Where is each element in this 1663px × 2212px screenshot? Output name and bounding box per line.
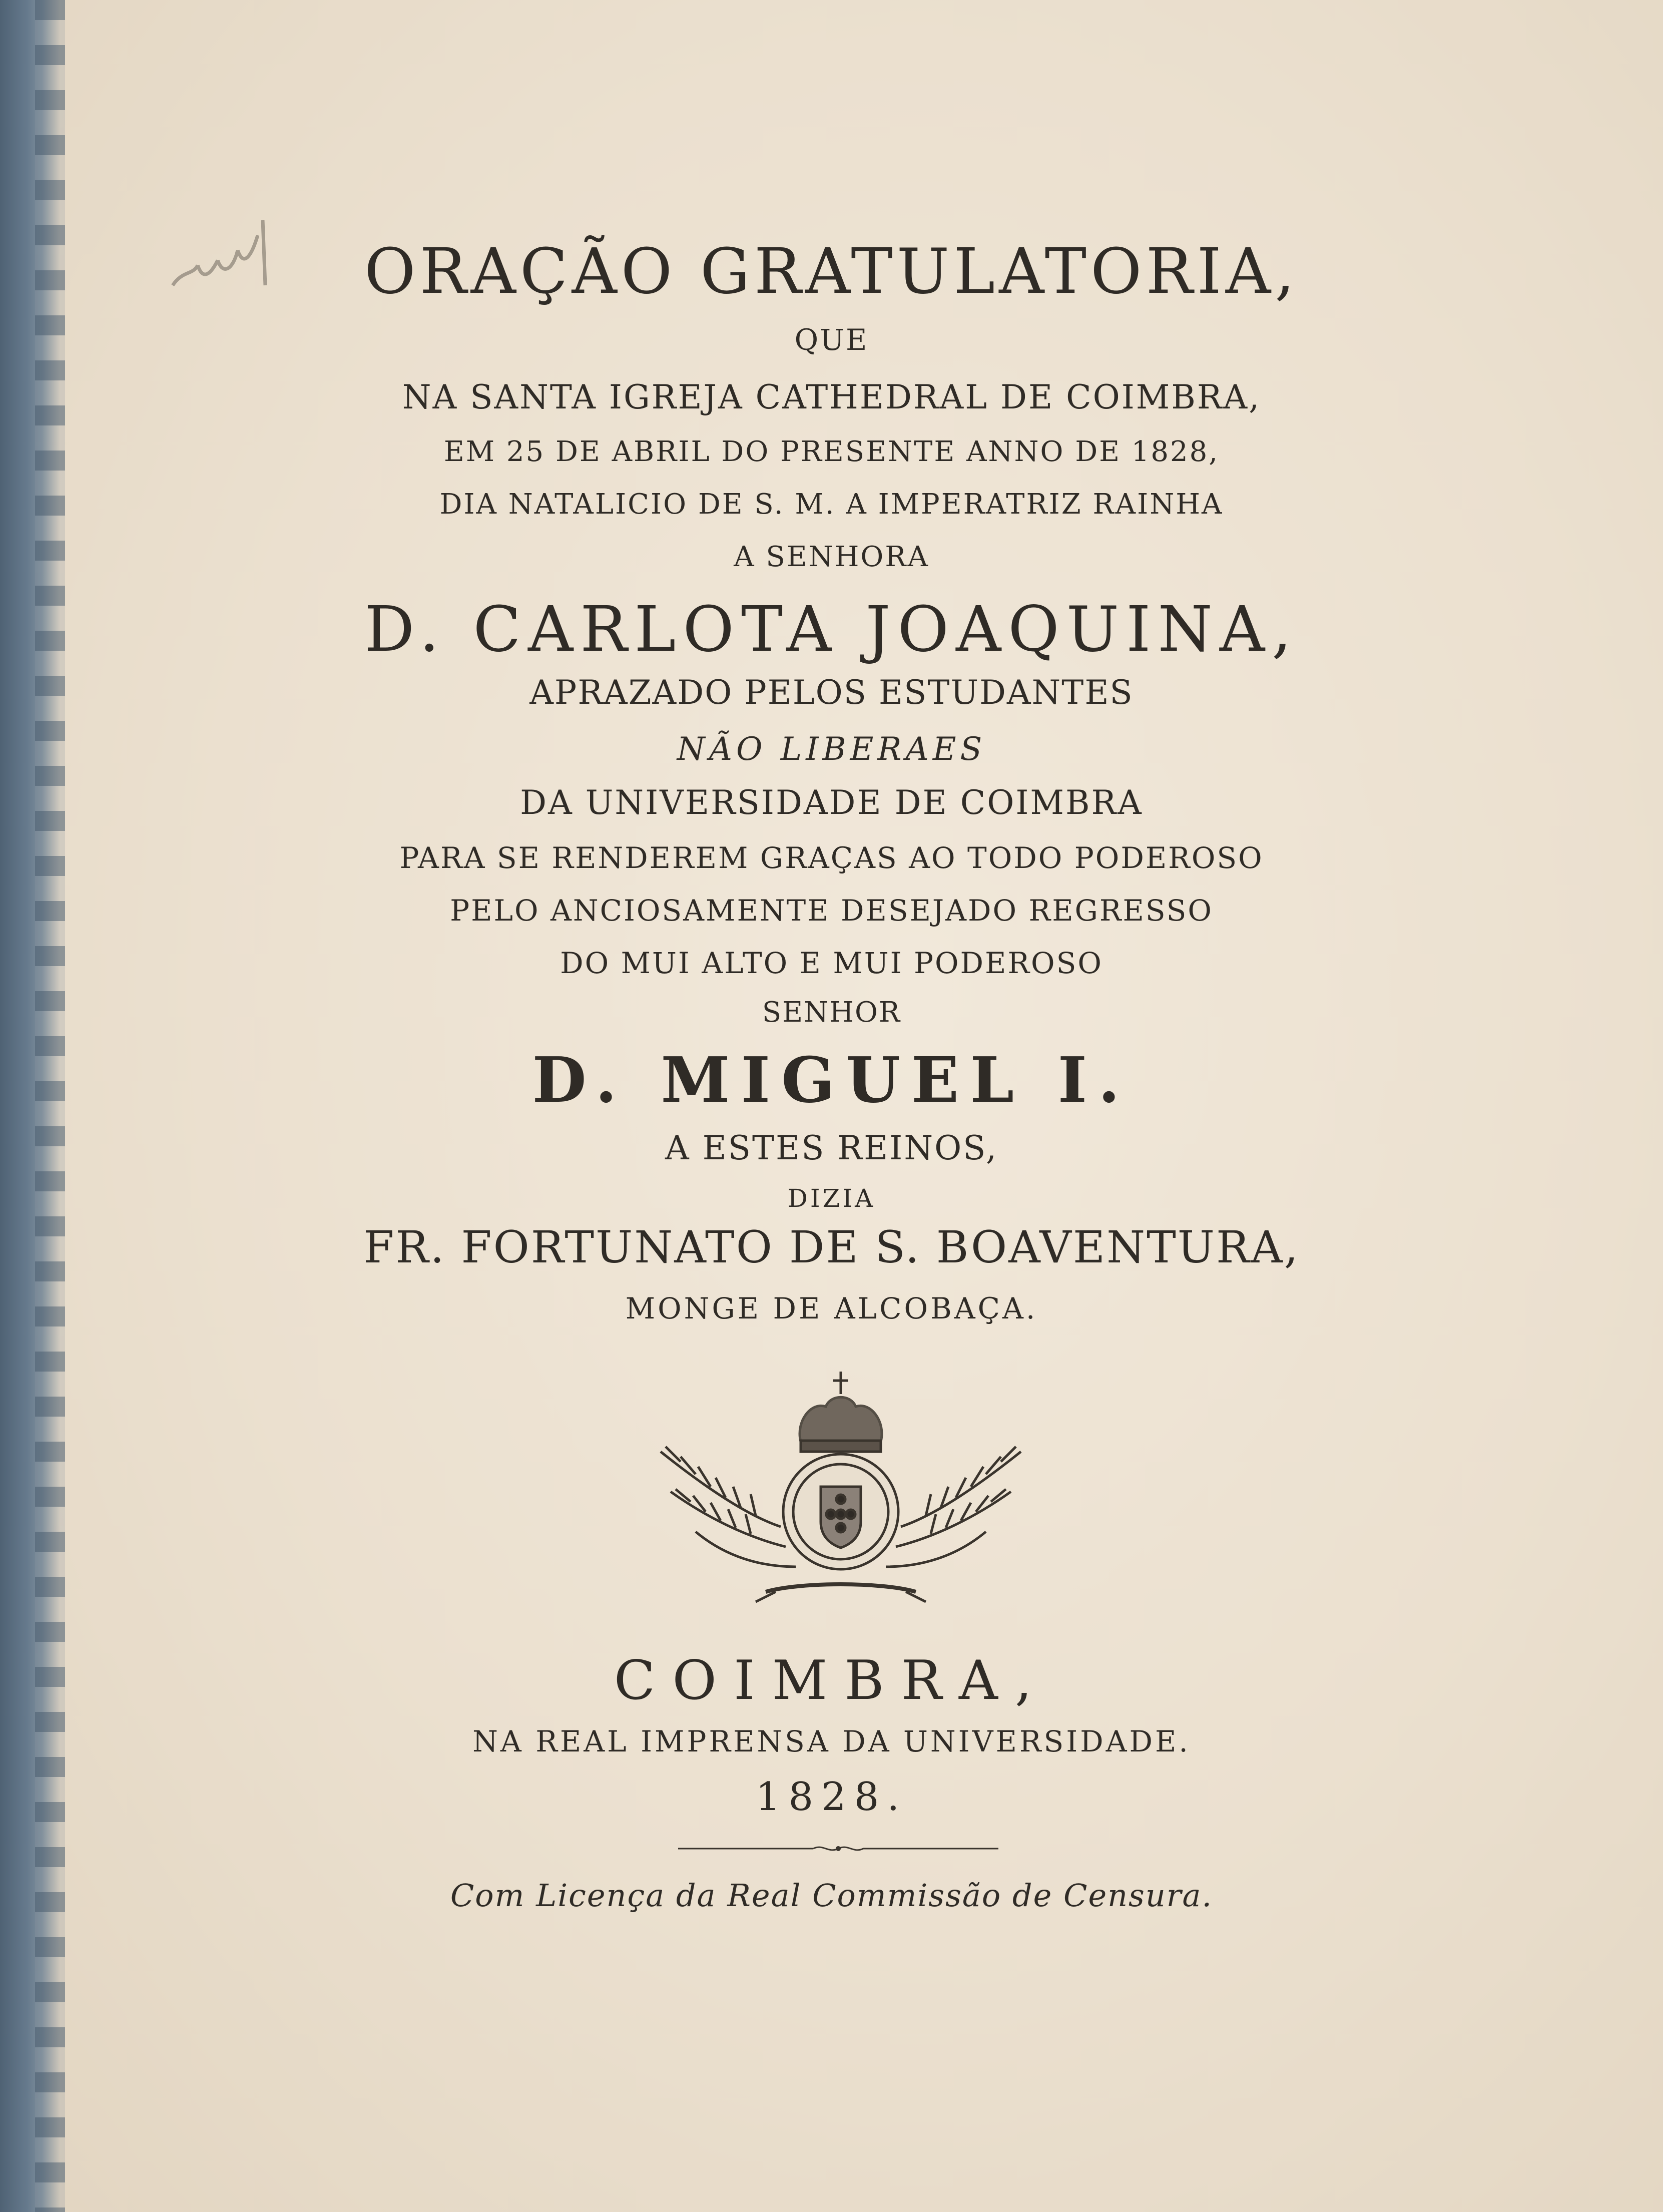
- line-nao-liberaes: NÃO LIBERAES: [677, 731, 986, 768]
- line-senhor: SENHOR: [762, 996, 901, 1029]
- imprint-city: COIMBRA,: [614, 1649, 1049, 1712]
- line-date: EM 25 DE ABRIL DO PRESENTE ANNO DE 1828,: [443, 435, 1220, 468]
- censorship-license: Com Licença da Real Commissão de Censura.: [450, 1877, 1213, 1914]
- queen-name: D. CARLOTA JOAQUINA,: [364, 593, 1299, 666]
- royal-coat-of-arms-icon: [651, 1367, 1031, 1627]
- king-name: D. MIGUEL I.: [532, 1044, 1131, 1117]
- author-name: FR. FORTUNATO DE S. BOAVENTURA,: [363, 1221, 1300, 1273]
- line-church: NA SANTA IGREJA CATHEDRAL DE COIMBRA,: [402, 378, 1261, 416]
- line-dizia: DIZIA: [787, 1184, 876, 1213]
- line-senhora: A SENHORA: [734, 541, 929, 573]
- line-thanks: PARA SE RENDEREM GRAÇAS AO TODO PODEROSO: [399, 841, 1264, 875]
- line-birthday: DIA NATALICIO DE S. M. A IMPERATRIZ RAINHA: [439, 488, 1224, 521]
- author-title: MONGE DE ALCOBAÇA.: [625, 1291, 1038, 1325]
- line-que: QUE: [794, 323, 869, 357]
- line-realms: A ESTES REINOS,: [665, 1129, 998, 1167]
- line-university: DA UNIVERSIDADE DE COIMBRA: [520, 783, 1143, 822]
- imprint-year: 1828.: [755, 1775, 908, 1820]
- line-students: APRAZADO PELOS ESTUDANTES: [529, 673, 1134, 712]
- line-mighty: DO MUI ALTO E MUI PODEROSO: [560, 946, 1103, 980]
- ornamental-rule: [678, 1844, 998, 1854]
- line-return: PELO ANCIOSAMENTE DESEJADO REGRESSO: [450, 894, 1213, 928]
- imprint-printer: NA REAL IMPRENSA DA UNIVERSIDADE.: [472, 1724, 1191, 1758]
- document-title: ORAÇÃO GRATULATORIA,: [364, 235, 1299, 308]
